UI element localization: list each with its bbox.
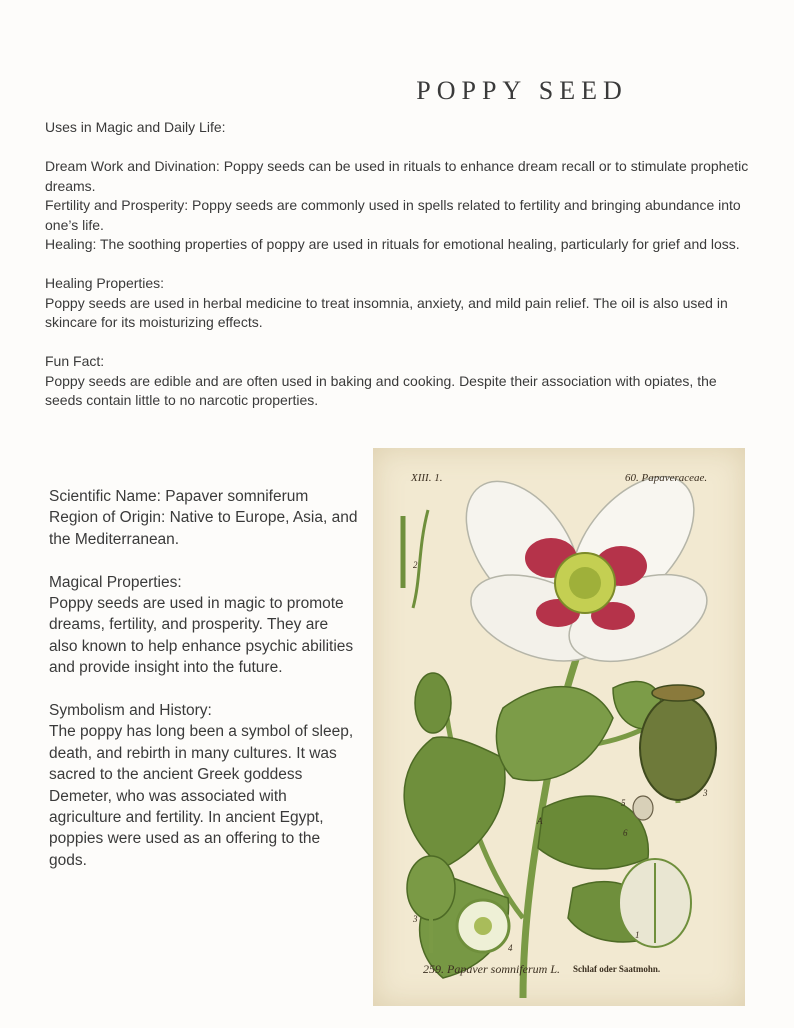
fig-label-1: 1 xyxy=(635,930,640,940)
page-title: POPPY SEED xyxy=(416,76,628,105)
healing-text: Poppy seeds are used in herbal medicine to treat insomnia, anxiety, and mild pain relief. The oil is also used in skincare for its moisturizing effects. xyxy=(45,294,728,330)
plate-number: XIII. 1. xyxy=(411,472,443,484)
fig-label-3-capsule: 3 xyxy=(703,788,708,798)
uses-item-dream: Dream Work and Divination: Poppy seeds can be used in rituals to enhance dream recall or to stimulate prophetic dreams. xyxy=(45,158,749,194)
uses-item-healing: Healing: The soothing properties of poppy are used in rituals for emotional healing, particularly for grief and loss. xyxy=(45,236,740,252)
fig-label-4: 4 xyxy=(508,943,513,953)
plate-caption-latin: 259. Papaver somniferum L. xyxy=(423,962,560,976)
uses-item-fertility: Fertility and Prosperity: Poppy seeds are commonly used in spells related to fertility and bringing abundance into one’s life. xyxy=(45,197,741,233)
region-of-origin: Region of Origin: Native to Europe, Asia, and the Mediterranean. xyxy=(49,509,358,548)
botanical-illustration xyxy=(373,448,745,1006)
fig-label-5: 5 xyxy=(621,798,626,808)
fig-label-3-bud: 3 xyxy=(413,914,418,924)
magical-text: Poppy seeds are used in magic to promote dreams, fertility, and prosperity. They are also known to help enhance psychic abilities and provide insight into the future. xyxy=(49,595,354,677)
uses-heading: Uses in Magic and Daily Life: xyxy=(45,119,226,135)
poppy-plant-drawing xyxy=(373,448,745,1006)
fig-label-6: 6 xyxy=(623,828,628,838)
plate-caption-german: Schlaf oder Saatmohn. xyxy=(573,964,661,974)
details-section xyxy=(49,486,359,871)
fun-fact-text: Poppy seeds are edible and are often used in baking and cooking. Despite their association with opiates, the seeds contain little to no narcotic properties. xyxy=(45,372,717,408)
plate-family: 60. Papaveraceae. xyxy=(625,472,708,484)
poppy-flower xyxy=(443,454,719,678)
healing-heading: Healing Properties: xyxy=(45,275,165,291)
uses-section xyxy=(45,118,757,411)
scientific-name: Scientific Name: Papaver somniferum xyxy=(49,488,309,505)
magical-heading: Magical Properties: xyxy=(49,573,182,591)
fig-label-a: A xyxy=(537,816,543,826)
symbolism-heading: Symbolism and History: xyxy=(49,702,212,720)
fig-label-2: 2 xyxy=(413,560,418,570)
symbolism-text: The poppy has long been a symbol of sleep, death, and rebirth in many cultures. It was sacred to the ancient Greek goddess Demeter, who was associated with agriculture and fertility. In ancient Egypt, poppies were used as an offering to the gods. xyxy=(49,723,354,869)
fun-fact-heading: Fun Fact: xyxy=(45,353,105,369)
